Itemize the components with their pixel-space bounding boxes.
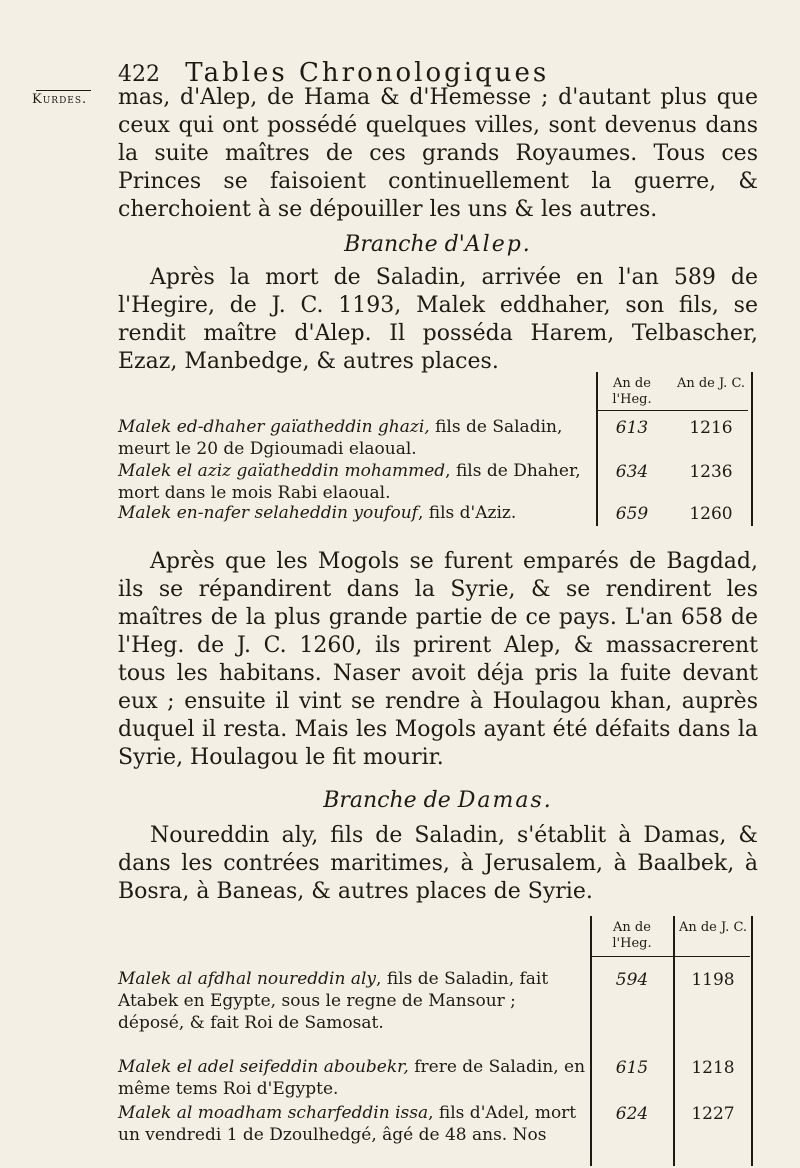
table-row xyxy=(118,1102,586,1146)
table-divider xyxy=(673,916,675,1166)
jc-year: 1216 xyxy=(689,418,733,438)
heg-year: 613 xyxy=(615,418,649,438)
ruler-name: Malek al moadham scharfeddin issa xyxy=(118,1103,429,1123)
ruler-name: Malek el adel seifeddin aboubekr, xyxy=(118,1057,409,1077)
heg-column-header: An de l'Heg. xyxy=(612,376,652,407)
ruler-desc: , fils de Saladin, fait Atabek en Egypte, sous le regne de Mansour ; déposé, & fait Roi de Samosat. xyxy=(118,969,549,1033)
damas-paragraph: Noureddin aly, fils de Saladin, s'établit à Damas, & dans les contrées maritimes, à Jerusalem, à Baalbek, à Bosra, à Baneas, & autres places de Syrie. xyxy=(118,823,758,904)
ruler-name: Malek en-nafer selaheddin youfouf xyxy=(118,503,418,523)
jc-year: 1227 xyxy=(691,1104,735,1124)
branch-alep-heading xyxy=(118,232,758,257)
ruler-name: Malek al afdhal noureddin aly xyxy=(118,969,377,989)
table-divider xyxy=(751,372,753,526)
branch-damas-prefix: Branche de xyxy=(323,788,458,813)
ruler-name: Malek el aziz gaïatheddin mohammed xyxy=(118,461,446,481)
table-row xyxy=(118,968,586,1034)
branch-alep-prefix: Branche d' xyxy=(344,232,465,257)
alep-paragraph: Après la mort de Saladin, arrivée en l'an 589 de l'Hegire, de J. C. 1193, Malek eddhaher, son fils, se rendit maître d'Alep. Il posséda Harem, Telbascher, Ezaz, Manbedge, & autres places. xyxy=(118,265,758,374)
margin-rule xyxy=(36,90,91,91)
jc-year: 1260 xyxy=(689,504,733,524)
heg-year: 594 xyxy=(615,970,649,990)
heg-year: 659 xyxy=(615,504,649,524)
jc-column-header: An de J. C. xyxy=(676,376,746,391)
page-header-title: Tables Chronologiques xyxy=(185,58,550,88)
branch-alep-name: Alep. xyxy=(464,232,532,257)
table-row xyxy=(118,1056,586,1100)
heg-year: 634 xyxy=(615,462,649,482)
alep-table xyxy=(118,372,758,532)
ruler-desc: fils de Saladin, meurt le 20 de Dgioumadi elaoual. xyxy=(118,417,563,459)
damas-table xyxy=(118,916,758,1166)
table-row xyxy=(118,416,586,460)
table-row xyxy=(118,502,586,524)
table-divider xyxy=(590,916,592,1166)
header-rule xyxy=(592,956,750,957)
branch-damas-name: Damas. xyxy=(457,788,553,813)
mogols-paragraph: Après que les Mogols se furent emparés de Bagdad, ils se répandirent dans la Syrie, & se rendirent les maîtres de la plus grande partie de ce pays. L'an 658 de l'Heg. de J. C. 1260, ils prirent Alep, & massacrerent tous les habitans. Naser avoit déja pris la fuite devant eux ; ensuite il vint se rendre à Houlagou khan, auprès duquel il resta. Mais les Mogols ayant été défaits dans la Syrie, Houlagou le fit mourir. xyxy=(118,549,758,770)
table-divider xyxy=(596,372,598,526)
ruler-desc: , fils d'Aziz. xyxy=(417,503,517,523)
ruler-desc: frere de Saladin, en même tems Roi d'Egypte. xyxy=(118,1057,586,1099)
heg-year: 615 xyxy=(615,1058,649,1078)
branch-damas-heading xyxy=(118,788,758,813)
heg-year: 624 xyxy=(615,1104,649,1124)
ruler-desc: , fils de Dhaher, mort dans le mois Rabi elaoual. xyxy=(118,461,581,503)
heg-column-header: An de l'Heg. xyxy=(612,920,652,951)
jc-year: 1218 xyxy=(691,1058,735,1078)
ruler-desc: , fils d'Adel, mort un vendredi 1 de Dzoulhedgé, âgé de 48 ans. Nos xyxy=(118,1103,577,1145)
ruler-name: Malek ed-dhaher gaïatheddin ghazi, xyxy=(118,417,430,437)
table-divider xyxy=(751,916,753,1166)
header-rule xyxy=(598,410,748,411)
jc-year: 1198 xyxy=(691,970,735,990)
table-row xyxy=(118,460,586,504)
margin-section-label: Kurdes. xyxy=(32,92,88,107)
jc-column-header: An de J. C. xyxy=(678,920,748,935)
jc-year: 1236 xyxy=(689,462,733,482)
intro-paragraph: mas, d'Alep, de Hama & d'Hemesse ; d'autant plus que ceux qui ont possédé quelques villes, sont devenus dans la suite maîtres de ces grands Royaumes. Tous ces Princes se faisoient continuellement la guerre, & cherchoient à se dépouiller les uns & les autres. xyxy=(118,85,758,222)
page-number: 422 xyxy=(118,62,160,87)
